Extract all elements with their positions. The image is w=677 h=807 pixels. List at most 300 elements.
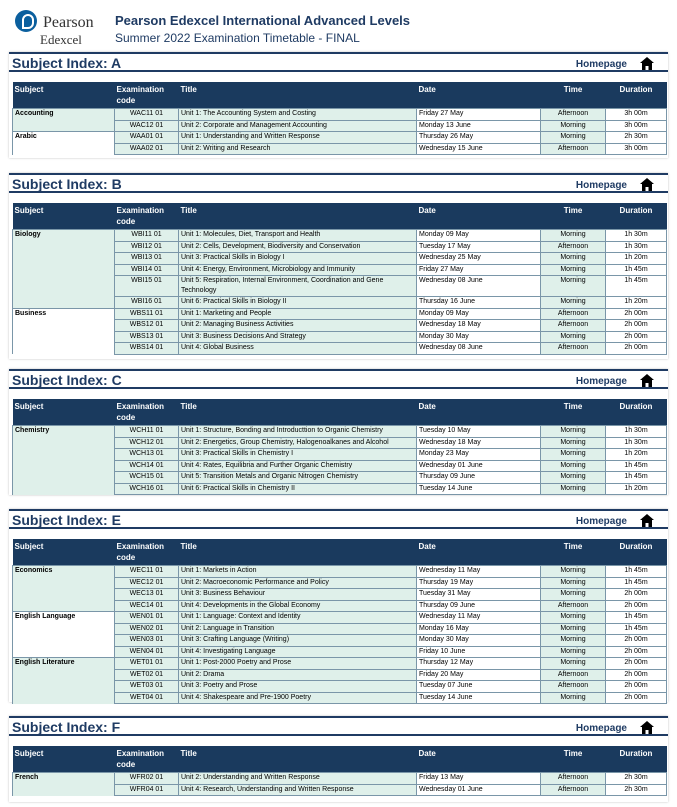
cell-code: WFR02 01 [115,773,179,785]
cell-title: Unit 4: Investigating Language [179,646,417,658]
cell-code: WCH12 01 [115,437,179,449]
cell-time: Afternoon [541,320,606,332]
cell-subject: Business [13,308,115,320]
cell-duration: 1h 30m [606,241,667,253]
cell-duration: 2h 00m [606,600,667,612]
cell-time: Morning [541,120,606,132]
cell-code: WEC14 01 [115,600,179,612]
cell-title: Unit 2: Cells, Development, Biodiversity and Conservation [179,241,417,253]
cell-code: WCH13 01 [115,449,179,461]
cell-time: Morning [541,692,606,704]
cell-subject [13,600,115,612]
column-header-duration: Duration [606,746,667,773]
cell-duration: 2h 00m [606,320,667,332]
cell-code: WBS13 01 [115,331,179,343]
cell-subject [13,460,115,472]
cell-date: Thursday 16 June [417,297,541,309]
cell-duration: 1h 30m [606,230,667,242]
column-header-duration: Duration [606,203,667,230]
cell-date: Monday 23 May [417,449,541,461]
cell-time: Morning [541,460,606,472]
subject-index-section [9,173,668,359]
cell-time: Morning [541,589,606,601]
section-header [9,173,668,193]
cell-code: WET03 01 [115,681,179,693]
cell-duration: 1h 20m [606,297,667,309]
section-title: Subject Index: F [12,719,121,735]
column-header-code: Examination code [115,82,179,109]
column-header-code: Examination code [115,203,179,230]
cell-date: Tuesday 17 May [417,241,541,253]
column-header-title: Title [179,746,417,773]
cell-title: Unit 4: Research, Understanding and Written Response [179,784,417,796]
table-row [13,143,667,155]
cell-title: Unit 6: Practical Skills in Biology II [179,297,417,309]
cell-subject [13,635,115,647]
cell-duration: 2h 00m [606,331,667,343]
timetable [12,399,667,495]
cell-subject [13,449,115,461]
cell-subject [13,343,115,355]
cell-subject: Chemistry [13,426,115,438]
cell-time: Afternoon [541,669,606,681]
cell-duration: 2h 00m [606,658,667,670]
cell-title: Unit 2: Understanding and Written Response [179,773,417,785]
table-row [13,437,667,449]
cell-date: Wednesday 18 May [417,437,541,449]
cell-title: Unit 2: Writing and Research [179,143,417,155]
cell-date: Thursday 19 May [417,577,541,589]
timetable [12,82,667,155]
cell-code: WEC13 01 [115,589,179,601]
page-title: Pearson Edexcel International Advanced Levels [115,13,411,28]
cell-duration: 1h 20m [606,253,667,265]
cell-date: Tuesday 07 June [417,681,541,693]
cell-subject [13,120,115,132]
cell-date: Tuesday 10 May [417,426,541,438]
cell-code: WCH11 01 [115,426,179,438]
table-header-row [13,746,667,773]
cell-date: Wednesday 15 June [417,143,541,155]
timetable [12,746,667,796]
cell-subject [13,623,115,635]
cell-duration: 2h 00m [606,635,667,647]
cell-duration: 3h 00m [606,109,667,121]
home-icon[interactable] [640,721,654,734]
table-row [13,297,667,309]
cell-date: Tuesday 14 June [417,483,541,495]
cell-title: Unit 3: Business Behaviour [179,589,417,601]
cell-duration: 1h 45m [606,623,667,635]
column-header-code: Examination code [115,539,179,566]
column-header-code: Examination code [115,399,179,426]
table-row [13,264,667,276]
cell-duration: 3h 00m [606,143,667,155]
cell-code: WCH16 01 [115,483,179,495]
cell-date: Wednesday 25 May [417,253,541,265]
column-header-title: Title [179,82,417,109]
column-header-date: Date [417,746,541,773]
home-icon[interactable] [640,514,654,527]
table-header-row [13,203,667,230]
cell-date: Monday 16 May [417,623,541,635]
cell-subject: Biology [13,230,115,242]
table-row [13,132,667,144]
table-row [13,566,667,578]
table-row [13,230,667,242]
section-title: Subject Index: A [12,55,122,71]
cell-time: Afternoon [541,600,606,612]
column-header-subject: Subject [13,82,115,109]
table-row [13,692,667,704]
table-row [13,623,667,635]
table-row [13,460,667,472]
cell-code: WEN04 01 [115,646,179,658]
cell-subject [13,241,115,253]
column-header-time: Time [541,539,606,566]
cell-title: Unit 4: Energy, Environment, Microbiology and Immunity [179,264,417,276]
cell-time: Morning [541,635,606,647]
cell-time: Afternoon [541,343,606,355]
table-row [13,426,667,438]
homepage-link[interactable]: Homepage [575,723,627,734]
cell-time: Morning [541,426,606,438]
column-header-time: Time [541,746,606,773]
cell-code: WCH15 01 [115,472,179,484]
cell-duration: 1h 45m [606,264,667,276]
cell-subject [13,472,115,484]
homepage-link[interactable]: Homepage [575,59,627,70]
section-header [9,369,668,389]
cell-duration: 2h 00m [606,681,667,693]
cell-time: Morning [541,577,606,589]
cell-time: Morning [541,230,606,242]
cell-code: WBI14 01 [115,264,179,276]
table-row [13,253,667,265]
cell-time: Morning [541,566,606,578]
home-icon[interactable] [640,57,654,70]
homepage-link[interactable]: Homepage [575,516,627,527]
page-header [8,6,667,50]
column-header-date: Date [417,399,541,426]
cell-time: Morning [541,623,606,635]
cell-subject [13,681,115,693]
column-header-time: Time [541,399,606,426]
cell-duration: 2h 30m [606,784,667,796]
cell-title: Unit 2: Language in Transition [179,623,417,635]
cell-code: WEC12 01 [115,577,179,589]
table-row [13,612,667,624]
column-header-code: Examination code [115,746,179,773]
cell-code: WBI15 01 [115,276,179,297]
cell-subject [13,589,115,601]
table-row [13,589,667,601]
cell-title: Unit 3: Crafting Language (Writing) [179,635,417,647]
cell-date: Monday 09 May [417,230,541,242]
table-row [13,784,667,796]
column-header-title: Title [179,539,417,566]
table-row [13,646,667,658]
cell-subject [13,264,115,276]
cell-code: WAA02 01 [115,143,179,155]
cell-code: WEN02 01 [115,623,179,635]
cell-duration: 2h 30m [606,773,667,785]
section-header [9,52,668,72]
table-row [13,308,667,320]
table-row [13,681,667,693]
cell-duration: 1h 45m [606,577,667,589]
column-header-time: Time [541,203,606,230]
cell-subject [13,669,115,681]
table-row [13,600,667,612]
homepage-link[interactable]: Homepage [575,180,627,191]
cell-title: Unit 3: Poetry and Prose [179,681,417,693]
timetable [12,539,667,704]
cell-subject: Economics [13,566,115,578]
cell-time: Morning [541,472,606,484]
cell-date: Wednesday 18 May [417,320,541,332]
cell-title: Unit 3: Business Decisions And Strategy [179,331,417,343]
cell-date: Monday 09 May [417,308,541,320]
cell-date: Tuesday 14 June [417,692,541,704]
cell-date: Tuesday 31 May [417,589,541,601]
cell-duration: 2h 00m [606,308,667,320]
page-subtitle: Summer 2022 Examination Timetable - FINAL [115,31,360,45]
section-header [9,509,668,529]
cell-code: WAC11 01 [115,109,179,121]
cell-date: Friday 13 May [417,773,541,785]
column-header-subject: Subject [13,399,115,426]
cell-subject [13,331,115,343]
cell-time: Afternoon [541,109,606,121]
cell-title: Unit 4: Developments in the Global Economy [179,600,417,612]
column-header-subject: Subject [13,746,115,773]
cell-title: Unit 6: Practical Skills in Chemistry II [179,483,417,495]
cell-duration: 1h 45m [606,460,667,472]
cell-subject: English Literature [13,658,115,670]
section-header [9,716,668,736]
cell-title: Unit 5: Transition Metals and Organic Nitrogen Chemistry [179,472,417,484]
column-header-date: Date [417,203,541,230]
cell-code: WBI12 01 [115,241,179,253]
cell-subject: Arabic [13,132,115,144]
cell-time: Morning [541,449,606,461]
column-header-time: Time [541,82,606,109]
table-header-row [13,82,667,109]
cell-duration: 1h 30m [606,426,667,438]
cell-time: Afternoon [541,241,606,253]
logo-sub: Edexcel [40,32,82,47]
homepage-link[interactable]: Homepage [575,376,627,387]
cell-subject [13,784,115,796]
table-row [13,669,667,681]
table-row [13,320,667,332]
cell-title: Unit 1: The Accounting System and Costing [179,109,417,121]
cell-time: Morning [541,331,606,343]
table-row [13,241,667,253]
column-header-subject: Subject [13,539,115,566]
column-header-date: Date [417,539,541,566]
table-row [13,331,667,343]
logo-name: Pearson [43,14,94,31]
cell-subject [13,143,115,155]
table-row [13,635,667,647]
cell-code: WEN03 01 [115,635,179,647]
cell-date: Wednesday 01 June [417,460,541,472]
cell-date: Wednesday 11 May [417,612,541,624]
cell-date: Thursday 09 June [417,600,541,612]
cell-time: Morning [541,132,606,144]
cell-title: Unit 2: Drama [179,669,417,681]
table-header-row [13,539,667,566]
cell-date: Friday 27 May [417,109,541,121]
subject-index-section [9,716,668,802]
table-header-row [13,399,667,426]
column-header-subject: Subject [13,203,115,230]
cell-date: Monday 30 May [417,331,541,343]
cell-duration: 1h 20m [606,449,667,461]
home-icon[interactable] [640,374,654,387]
cell-title: Unit 5: Respiration, Internal Environment, Coordination and Gene Technology [179,276,417,297]
cell-duration: 2h 00m [606,343,667,355]
cell-title: Unit 2: Energetics, Group Chemistry, Halogenoalkanes and Alcohol [179,437,417,449]
home-icon[interactable] [640,178,654,191]
cell-duration: 2h 00m [606,589,667,601]
cell-title: Unit 1: Molecules, Diet, Transport and Health [179,230,417,242]
section-title: Subject Index: B [12,176,122,192]
cell-subject [13,253,115,265]
cell-time: Morning [541,297,606,309]
cell-subject [13,297,115,309]
cell-subject: French [13,773,115,785]
cell-title: Unit 2: Managing Business Activities [179,320,417,332]
table-row [13,120,667,132]
column-header-duration: Duration [606,539,667,566]
cell-date: Friday 20 May [417,669,541,681]
cell-title: Unit 4: Rates, Equilibria and Further Organic Chemistry [179,460,417,472]
cell-duration: 2h 00m [606,646,667,658]
column-header-title: Title [179,203,417,230]
cell-date: Thursday 26 May [417,132,541,144]
cell-title: Unit 1: Structure, Bonding and Introducttion to Organic Chemistry [179,426,417,438]
cell-title: Unit 2: Corporate and Management Accounting [179,120,417,132]
cell-title: Unit 1: Marketing and People [179,308,417,320]
table-row [13,109,667,121]
cell-time: Morning [541,612,606,624]
cell-code: WET01 01 [115,658,179,670]
cell-time: Afternoon [541,308,606,320]
cell-code: WAA01 01 [115,132,179,144]
cell-duration: 1h 20m [606,483,667,495]
column-header-duration: Duration [606,399,667,426]
cell-subject [13,577,115,589]
cell-time: Morning [541,437,606,449]
cell-duration: 2h 00m [606,669,667,681]
cell-time: Morning [541,276,606,297]
column-header-date: Date [417,82,541,109]
cell-duration: 1h 45m [606,612,667,624]
cell-code: WET02 01 [115,669,179,681]
cell-code: WBI16 01 [115,297,179,309]
cell-code: WAC12 01 [115,120,179,132]
cell-title: Unit 3: Practical Skills in Chemistry I [179,449,417,461]
cell-date: Thursday 12 May [417,658,541,670]
section-title: Subject Index: C [12,372,122,388]
cell-duration: 2h 00m [606,692,667,704]
cell-time: Afternoon [541,143,606,155]
pearson-logo-icon [15,10,37,32]
column-header-duration: Duration [606,82,667,109]
subject-index-section [9,509,668,702]
table-row [13,577,667,589]
cell-code: WCH14 01 [115,460,179,472]
cell-code: WFR04 01 [115,784,179,796]
cell-date: Wednesday 01 June [417,784,541,796]
cell-time: Morning [541,483,606,495]
cell-title: Unit 1: Post-2000 Poetry and Prose [179,658,417,670]
cell-title: Unit 1: Markets in Action [179,566,417,578]
cell-title: Unit 4: Global Business [179,343,417,355]
cell-duration: 3h 00m [606,120,667,132]
cell-date: Friday 27 May [417,264,541,276]
cell-subject [13,692,115,704]
timetable [12,203,667,355]
table-row [13,483,667,495]
cell-time: Morning [541,658,606,670]
cell-time: Afternoon [541,773,606,785]
cell-time: Morning [541,646,606,658]
cell-date: Friday 10 June [417,646,541,658]
cell-title: Unit 1: Understanding and Written Response [179,132,417,144]
cell-title: Unit 2: Macroeconomic Performance and Policy [179,577,417,589]
table-row [13,658,667,670]
pearson-logo [8,8,100,48]
cell-date: Wednesday 08 June [417,343,541,355]
cell-duration: 1h 30m [606,437,667,449]
table-row [13,472,667,484]
cell-code: WBS12 01 [115,320,179,332]
cell-time: Afternoon [541,784,606,796]
cell-date: Thursday 09 June [417,472,541,484]
cell-duration: 1h 45m [606,472,667,484]
cell-title: Unit 4: Shakespeare and Pre-1900 Poetry [179,692,417,704]
cell-title: Unit 3: Practical Skills in Biology I [179,253,417,265]
cell-code: WBI13 01 [115,253,179,265]
cell-date: Wednesday 11 May [417,566,541,578]
cell-subject [13,483,115,495]
cell-time: Morning [541,253,606,265]
table-row [13,343,667,355]
cell-duration: 1h 45m [606,276,667,297]
cell-subject: Accounting [13,109,115,121]
table-row [13,276,667,297]
cell-subject [13,646,115,658]
subject-index-section [9,52,668,158]
cell-date: Monday 13 June [417,120,541,132]
cell-duration: 1h 45m [606,566,667,578]
cell-time: Morning [541,264,606,276]
cell-date: Monday 30 May [417,635,541,647]
cell-subject: English Language [13,612,115,624]
cell-title: Unit 1: Language: Context and Identity [179,612,417,624]
cell-duration: 2h 30m [606,132,667,144]
cell-subject [13,320,115,332]
section-title: Subject Index: E [12,512,121,528]
column-header-title: Title [179,399,417,426]
cell-code: WEN01 01 [115,612,179,624]
cell-code: WBS14 01 [115,343,179,355]
table-row [13,449,667,461]
